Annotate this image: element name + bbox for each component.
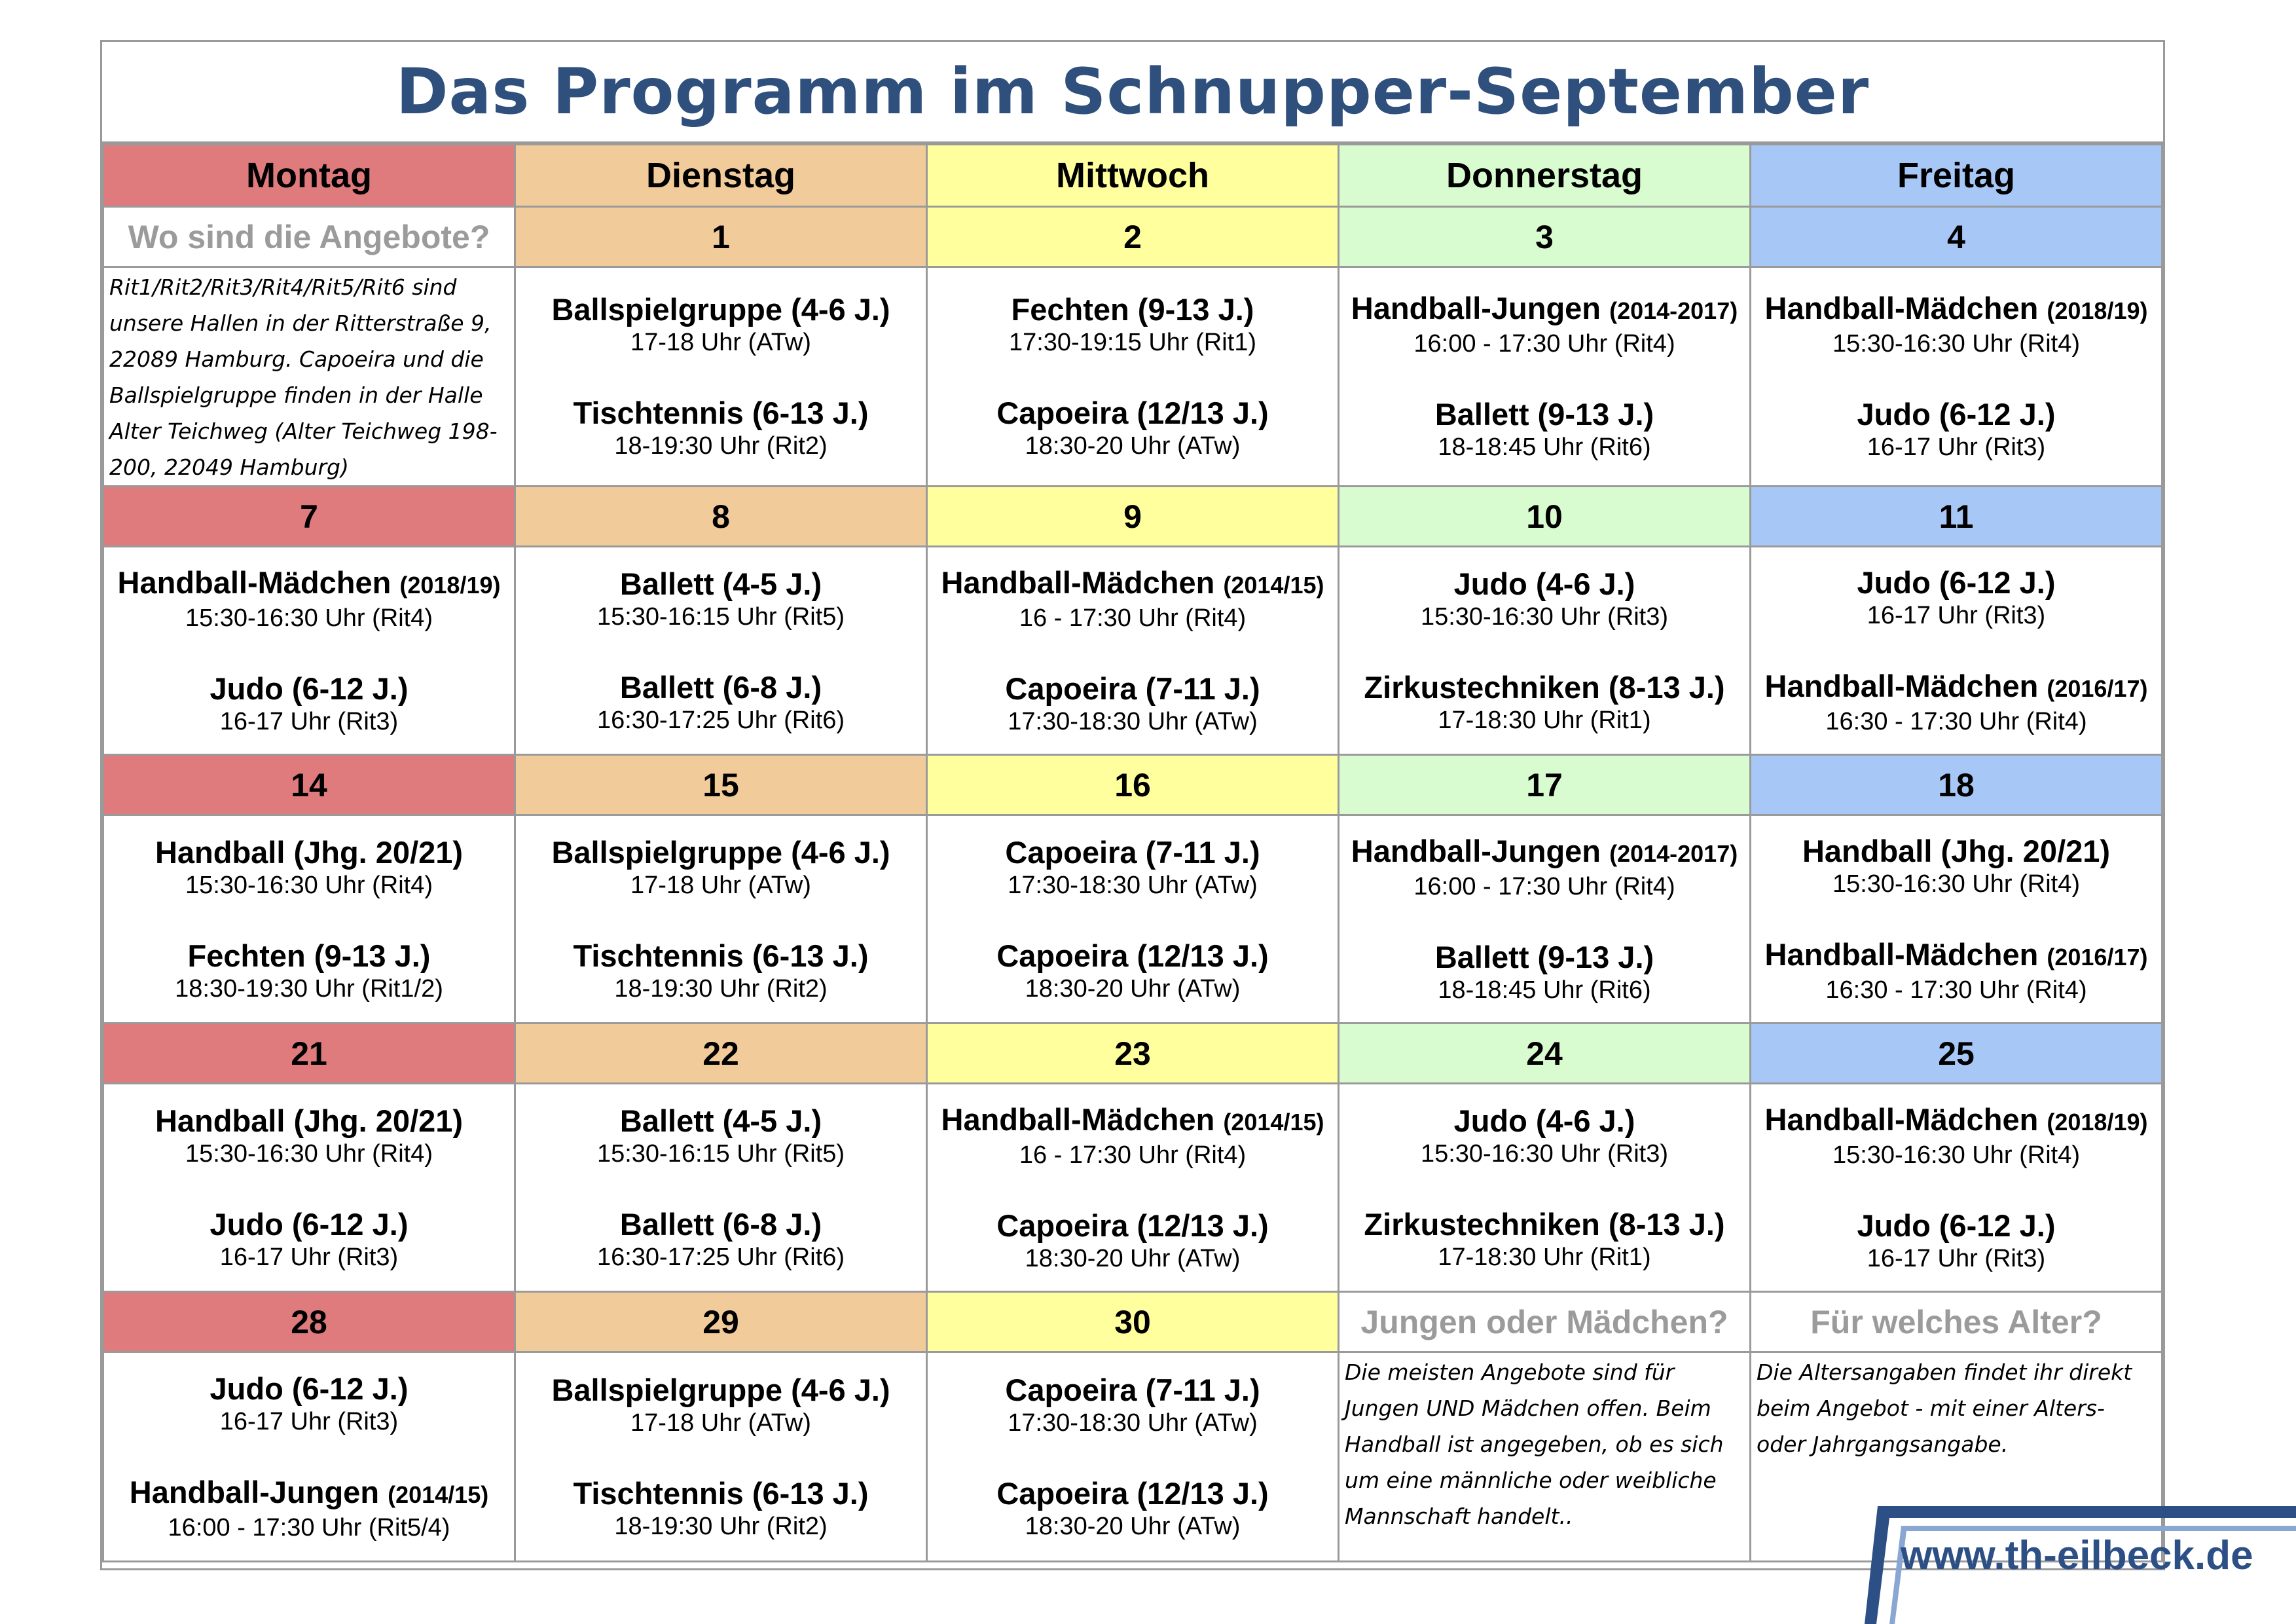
activity-name: [1751, 669, 2161, 707]
day-cell: [515, 815, 927, 1024]
activity-entry: [516, 292, 926, 358]
activity-time: 15:30-16:15 Uhr (Rit5): [596, 602, 845, 631]
activity-title: Capoeira (7-11 J.): [1005, 834, 1260, 870]
info-question: Wo sind die Angebote?: [103, 207, 515, 267]
activity-title: Ballspielgruppe (4-6 J.): [551, 834, 890, 870]
activity-name: [516, 938, 926, 974]
date-number: 10: [1339, 487, 1751, 547]
activity-entry: [928, 396, 1338, 461]
day-cell: [1751, 815, 2162, 1024]
activities-row: [103, 1084, 2162, 1292]
activity-name: [516, 396, 926, 431]
weekday-header-row: [103, 145, 2162, 207]
info-note: Rit1/Rit2/Rit3/Rit4/Rit5/Rit6 sind unsere Hallen in der Ritterstraße 9, 22089 Hamburg. Capoeira und die Ballspielgruppe finden in der Halle Alter Teichweg (Alter Teichweg 198-200, 22049 Hamburg): [103, 267, 515, 487]
activity-name: [928, 1102, 1338, 1140]
activity-name: [928, 938, 1338, 974]
activity-time: 15:30-16:15 Uhr (Rit5): [596, 1139, 845, 1168]
day-cell: [1751, 267, 2162, 487]
activity-title: Capoeira (7-11 J.): [1005, 671, 1260, 706]
day-cell: [927, 815, 1339, 1024]
activity-entry: [104, 565, 514, 633]
activity-name: [1339, 291, 1749, 329]
activities-row: [103, 547, 2162, 755]
website-logo-text: www.th-eilbeck.de: [1901, 1533, 2253, 1578]
weekday-header: Mittwoch: [927, 145, 1339, 207]
activity-entry: [1751, 565, 2161, 631]
activity-name: [928, 671, 1338, 707]
activity-name: [1751, 565, 2161, 600]
activity-entry: [928, 1373, 1338, 1438]
activity-time: 15:30-16:30 Uhr (Rit4): [185, 604, 433, 632]
day-cell: [1751, 1084, 2162, 1292]
date-number: 24: [1339, 1024, 1751, 1084]
activity-time: 17-18 Uhr (ATw): [630, 329, 811, 356]
activity-name: [928, 292, 1338, 327]
activity-title: Judo (4-6 J.): [1453, 566, 1635, 601]
activity-time: 16-17 Uhr (Rit3): [1867, 434, 2046, 461]
activity-title: Handball-Mädchen: [117, 564, 400, 600]
activity-name: [928, 565, 1338, 603]
activity-entry: [1751, 669, 2161, 737]
activity-time: 17-18 Uhr (ATw): [630, 871, 811, 899]
activity-time: 17-18 Uhr (ATw): [630, 1409, 811, 1437]
activity-title: Handball-Mädchen: [1764, 291, 2047, 325]
activity-title: Capoeira (12/13 J.): [996, 1208, 1269, 1243]
day-cell: [1339, 1084, 1751, 1292]
activity-time: 16:00 - 17:30 Uhr (Rit5/4): [168, 1513, 450, 1541]
day-cell: [927, 267, 1339, 487]
date-row: [103, 1292, 2162, 1352]
date-number: 25: [1751, 1024, 2162, 1084]
date-number: 2: [927, 207, 1339, 267]
activity-time: 16:00 - 17:30 Uhr (Rit4): [1413, 872, 1675, 900]
activity-year-group: (2018/19): [2047, 1108, 2148, 1135]
activity-title: Capoeira (12/13 J.): [996, 396, 1269, 430]
activity-title: Capoeira (12/13 J.): [996, 1475, 1269, 1511]
day-cell: [515, 1084, 927, 1292]
date-number: 14: [103, 755, 515, 815]
activity-time: 16-17 Uhr (Rit3): [219, 1243, 399, 1271]
activity-title: Handball-Mädchen: [1764, 936, 2047, 972]
activity-entry: [928, 835, 1338, 900]
activity-title: Judo (4-6 J.): [1453, 1103, 1635, 1138]
day-cell: [1339, 547, 1751, 755]
date-number: 29: [515, 1292, 927, 1352]
activity-entry: [928, 565, 1338, 633]
activity-time: 15:30-16:30 Uhr (Rit4): [1832, 870, 2081, 898]
activity-name: [1339, 566, 1749, 602]
activity-title: Capoeira (12/13 J.): [996, 938, 1269, 973]
date-number: 21: [103, 1024, 515, 1084]
activity-time: 16-17 Uhr (Rit3): [219, 707, 399, 735]
activity-title: Handball-Mädchen: [1764, 668, 2047, 703]
date-row: [103, 487, 2162, 547]
activity-name: [104, 1371, 514, 1407]
activity-entry: [1751, 1208, 2161, 1274]
activity-time: 18-19:30 Uhr (Rit2): [614, 432, 828, 460]
activity-year-group: (2016/17): [2047, 943, 2148, 970]
info-note: Die Altersangaben findet ihr direkt beim Angebot - mit einer Alters- oder Jahrgangsangabe.: [1751, 1352, 2162, 1562]
activity-name: [928, 1373, 1338, 1408]
activity-name: [1339, 834, 1749, 872]
activity-time: 18-18:45 Uhr (Rit6): [1438, 434, 1651, 461]
date-number: 3: [1339, 207, 1751, 267]
activity-time: 16-17 Uhr (Rit3): [1867, 601, 2046, 629]
activity-title: Fechten (9-13 J.): [187, 938, 431, 973]
date-number: 22: [515, 1024, 927, 1084]
calendar-weeks: [103, 207, 2162, 1562]
activity-time: 18-19:30 Uhr (Rit2): [614, 974, 828, 1003]
activity-time: 16 - 17:30 Uhr (Rit4): [1019, 1141, 1247, 1169]
date-row: [103, 1024, 2162, 1084]
activity-entry: [1339, 1207, 1749, 1272]
activity-year-group: (2014-2017): [1609, 840, 1738, 867]
activity-title: Ballett (4-5 J.): [619, 566, 822, 601]
activity-name: [1339, 397, 1749, 432]
weekday-header: Freitag: [1751, 145, 2162, 207]
activity-entry: [1751, 937, 2161, 1005]
activity-entry: [1751, 397, 2161, 462]
activity-title: Judo (6-12 J.): [210, 1371, 409, 1406]
weekday-header: Montag: [103, 145, 515, 207]
activity-time: 18-19:30 Uhr (Rit2): [614, 1512, 828, 1540]
activity-name: [1339, 1103, 1749, 1139]
activity-title: Judo (6-12 J.): [1857, 1208, 2056, 1243]
activity-title: Ballett (4-5 J.): [619, 1103, 822, 1138]
day-cell: [103, 1352, 515, 1562]
activity-name: [1751, 397, 2161, 432]
activity-name: [928, 1208, 1338, 1244]
day-cell: [103, 547, 515, 755]
activity-time: 18:30-20 Uhr (ATw): [1025, 1512, 1241, 1540]
activity-title: Handball-Mädchen: [941, 1101, 1224, 1137]
activity-name: [516, 1476, 926, 1511]
date-number: 11: [1751, 487, 2162, 547]
activity-name: [516, 1373, 926, 1408]
day-cell: [927, 547, 1339, 755]
info-question: Für welches Alter?: [1751, 1292, 2162, 1352]
activity-time: 16 - 17:30 Uhr (Rit4): [1019, 604, 1247, 632]
day-cell: [103, 815, 515, 1024]
activity-entry: [104, 835, 514, 900]
activity-name: [1339, 1207, 1749, 1242]
activities-row: [103, 267, 2162, 487]
activity-time: 17:30-19:15 Uhr (Rit1): [1008, 329, 1257, 356]
activity-title: Handball-Mädchen: [1764, 1101, 2047, 1137]
activity-entry: [516, 566, 926, 632]
date-number: 15: [515, 755, 927, 815]
date-number: 17: [1339, 755, 1751, 815]
date-number: 7: [103, 487, 515, 547]
weekday-header: Dienstag: [515, 145, 927, 207]
activity-time: 15:30-16:30 Uhr (Rit4): [185, 871, 433, 899]
activity-title: Ballspielgruppe (4-6 J.): [551, 1372, 890, 1407]
date-number: 4: [1751, 207, 2162, 267]
activity-time: 16:30-17:25 Uhr (Rit6): [596, 706, 845, 734]
activity-entry: [1339, 1103, 1749, 1169]
activity-name: [104, 671, 514, 707]
day-cell: [515, 547, 927, 755]
activity-entry: [516, 670, 926, 735]
activity-name: [1751, 937, 2161, 975]
activity-name: [1751, 1102, 2161, 1140]
activity-entry: [516, 835, 926, 900]
activity-title: Judo (6-12 J.): [1857, 397, 2056, 432]
activity-entry: [104, 1103, 514, 1169]
activity-entry: [104, 1207, 514, 1272]
activity-entry: [928, 1476, 1338, 1541]
day-cell: [1751, 547, 2162, 755]
activity-entry: [928, 938, 1338, 1004]
activity-time: 15:30-16:30 Uhr (Rit4): [1832, 330, 2081, 358]
activity-entry: [104, 1371, 514, 1437]
activity-name: [104, 1207, 514, 1242]
activity-title: Ballett (6-8 J.): [619, 1206, 822, 1242]
activity-entry: [516, 396, 926, 461]
activity-title: Tischtennis (6-13 J.): [573, 1475, 869, 1511]
activity-entry: [1751, 291, 2161, 359]
activity-time: 15:30-16:30 Uhr (Rit3): [1420, 1139, 1669, 1168]
activity-time: 18-18:45 Uhr (Rit6): [1438, 976, 1651, 1004]
activity-entry: [1339, 397, 1749, 462]
activity-title: Zirkustechniken (8-13 J.): [1364, 669, 1725, 705]
date-number: 30: [927, 1292, 1339, 1352]
activity-title: Tischtennis (6-13 J.): [573, 396, 869, 430]
activity-time: 18:30-20 Uhr (ATw): [1025, 1244, 1241, 1272]
activity-time: 16-17 Uhr (Rit3): [1867, 1244, 2046, 1272]
activity-year-group: (2014/15): [388, 1481, 489, 1508]
day-cell: [515, 267, 927, 487]
activity-title: Judo (6-12 J.): [210, 1206, 409, 1242]
activity-name: [1751, 834, 2161, 869]
activity-entry: [928, 1208, 1338, 1274]
activity-name: [516, 670, 926, 705]
activity-entry: [1751, 834, 2161, 899]
activity-entry: [104, 938, 514, 1004]
activity-time: 17:30-18:30 Uhr (ATw): [1008, 871, 1258, 899]
activity-entry: [104, 1475, 514, 1543]
activity-title: Capoeira (7-11 J.): [1005, 1372, 1260, 1407]
activity-entry: [516, 1373, 926, 1438]
day-cell: [1339, 267, 1751, 487]
activity-name: [516, 1207, 926, 1242]
date-number: 1: [515, 207, 927, 267]
activity-entry: [1339, 670, 1749, 735]
activity-title: Ballspielgruppe (4-6 J.): [551, 292, 890, 327]
info-note: Die meisten Angebote sind für Jungen UND Mädchen offen. Beim Handball ist angegeben, ob es sich um eine männliche oder weibliche Mannschaft handelt..: [1339, 1352, 1751, 1562]
activity-entry: [1339, 940, 1749, 1005]
activity-name: [1339, 940, 1749, 975]
activity-entry: [1339, 291, 1749, 359]
activity-entry: [1339, 566, 1749, 632]
activity-time: 17-18:30 Uhr (Rit1): [1438, 1243, 1651, 1271]
page-title: Das Programm im Schnupper-September: [395, 55, 1870, 128]
date-number: 16: [927, 755, 1339, 815]
activity-year-group: (2014-2017): [1609, 297, 1738, 324]
activity-year-group: (2016/17): [2047, 674, 2148, 702]
activity-time: 17-18:30 Uhr (Rit1): [1438, 706, 1651, 734]
activity-name: [516, 292, 926, 327]
day-cell: [927, 1352, 1339, 1562]
activity-title: Ballett (9-13 J.): [1434, 939, 1654, 974]
activity-time: 16:30 - 17:30 Uhr (Rit4): [1825, 707, 2087, 735]
activity-time: 16:00 - 17:30 Uhr (Rit4): [1413, 330, 1675, 358]
activity-time: 18:30-19:30 Uhr (Rit1/2): [175, 974, 443, 1003]
activity-name: [928, 835, 1338, 870]
activity-title: Handball-Jungen: [1351, 833, 1610, 868]
activity-entry: [516, 1103, 926, 1169]
activity-name: [928, 1476, 1338, 1511]
activity-time: 16:30-17:25 Uhr (Rit6): [596, 1243, 845, 1271]
activity-year-group: (2014/15): [1223, 1108, 1324, 1135]
activity-time: 17:30-18:30 Uhr (ATw): [1008, 707, 1258, 735]
activity-name: [1339, 670, 1749, 705]
activity-year-group: (2018/19): [2047, 297, 2148, 324]
weekday-header: Donnerstag: [1339, 145, 1751, 207]
date-number: 9: [927, 487, 1339, 547]
activity-entry: [1751, 1102, 2161, 1170]
activity-name: [1751, 291, 2161, 329]
day-cell: [1339, 815, 1751, 1024]
activity-name: [516, 1103, 926, 1139]
activity-entry: [928, 292, 1338, 358]
date-number: 8: [515, 487, 927, 547]
info-question: Jungen oder Mädchen?: [1339, 1292, 1751, 1352]
date-number: 28: [103, 1292, 515, 1352]
activity-time: 17:30-18:30 Uhr (ATw): [1008, 1409, 1258, 1437]
activity-name: [104, 565, 514, 603]
activities-row: [103, 815, 2162, 1024]
activity-time: 18:30-20 Uhr (ATw): [1025, 974, 1241, 1003]
activity-name: [516, 835, 926, 870]
activity-name: [104, 1103, 514, 1139]
activity-title: Judo (6-12 J.): [1857, 564, 2056, 600]
activity-title: Handball (Jhg. 20/21): [155, 1103, 464, 1138]
activity-title: Zirkustechniken (8-13 J.): [1364, 1206, 1725, 1242]
activity-title: Handball (Jhg. 20/21): [155, 834, 464, 870]
activity-time: 16-17 Uhr (Rit3): [219, 1407, 399, 1435]
activity-title: Handball-Mädchen: [941, 564, 1224, 600]
activity-title: Ballett (9-13 J.): [1434, 397, 1654, 432]
activity-title: Handball-Jungen: [129, 1474, 388, 1509]
activity-name: [104, 835, 514, 870]
activity-time: 16:30 - 17:30 Uhr (Rit4): [1825, 976, 2087, 1004]
title-row: [102, 42, 2163, 143]
activity-name: [928, 396, 1338, 431]
activity-year-group: (2018/19): [399, 571, 501, 599]
date-number: 23: [927, 1024, 1339, 1084]
activity-entry: [516, 1476, 926, 1541]
activity-entry: [104, 671, 514, 737]
activity-time: 18:30-20 Uhr (ATw): [1025, 432, 1241, 460]
activity-name: [104, 1475, 514, 1513]
day-cell: [103, 1084, 515, 1292]
activity-entry: [928, 671, 1338, 737]
date-number: 18: [1751, 755, 2162, 815]
activity-entry: [928, 1102, 1338, 1170]
date-row: [103, 755, 2162, 815]
activity-time: 15:30-16:30 Uhr (Rit4): [1832, 1141, 2081, 1169]
activity-name: [1751, 1208, 2161, 1244]
activity-title: Fechten (9-13 J.): [1011, 292, 1254, 327]
activity-title: Ballett (6-8 J.): [619, 669, 822, 705]
activity-title: Judo (6-12 J.): [210, 671, 409, 706]
activity-name: [104, 938, 514, 974]
activity-time: 15:30-16:30 Uhr (Rit3): [1420, 602, 1669, 631]
date-row: [103, 207, 2162, 267]
activity-name: [516, 566, 926, 602]
day-cell: [927, 1084, 1339, 1292]
activity-time: 15:30-16:30 Uhr (Rit4): [185, 1139, 433, 1168]
activity-title: Handball-Jungen: [1351, 291, 1610, 325]
activity-entry: [516, 938, 926, 1004]
activity-title: Handball (Jhg. 20/21): [1802, 833, 2111, 868]
activity-entry: [1339, 834, 1749, 902]
activity-title: Tischtennis (6-13 J.): [573, 938, 869, 973]
program-sheet: [100, 40, 2165, 1570]
calendar-table: [102, 143, 2163, 1562]
activity-entry: [516, 1207, 926, 1272]
day-cell: [515, 1352, 927, 1562]
activity-year-group: (2014/15): [1223, 571, 1324, 599]
